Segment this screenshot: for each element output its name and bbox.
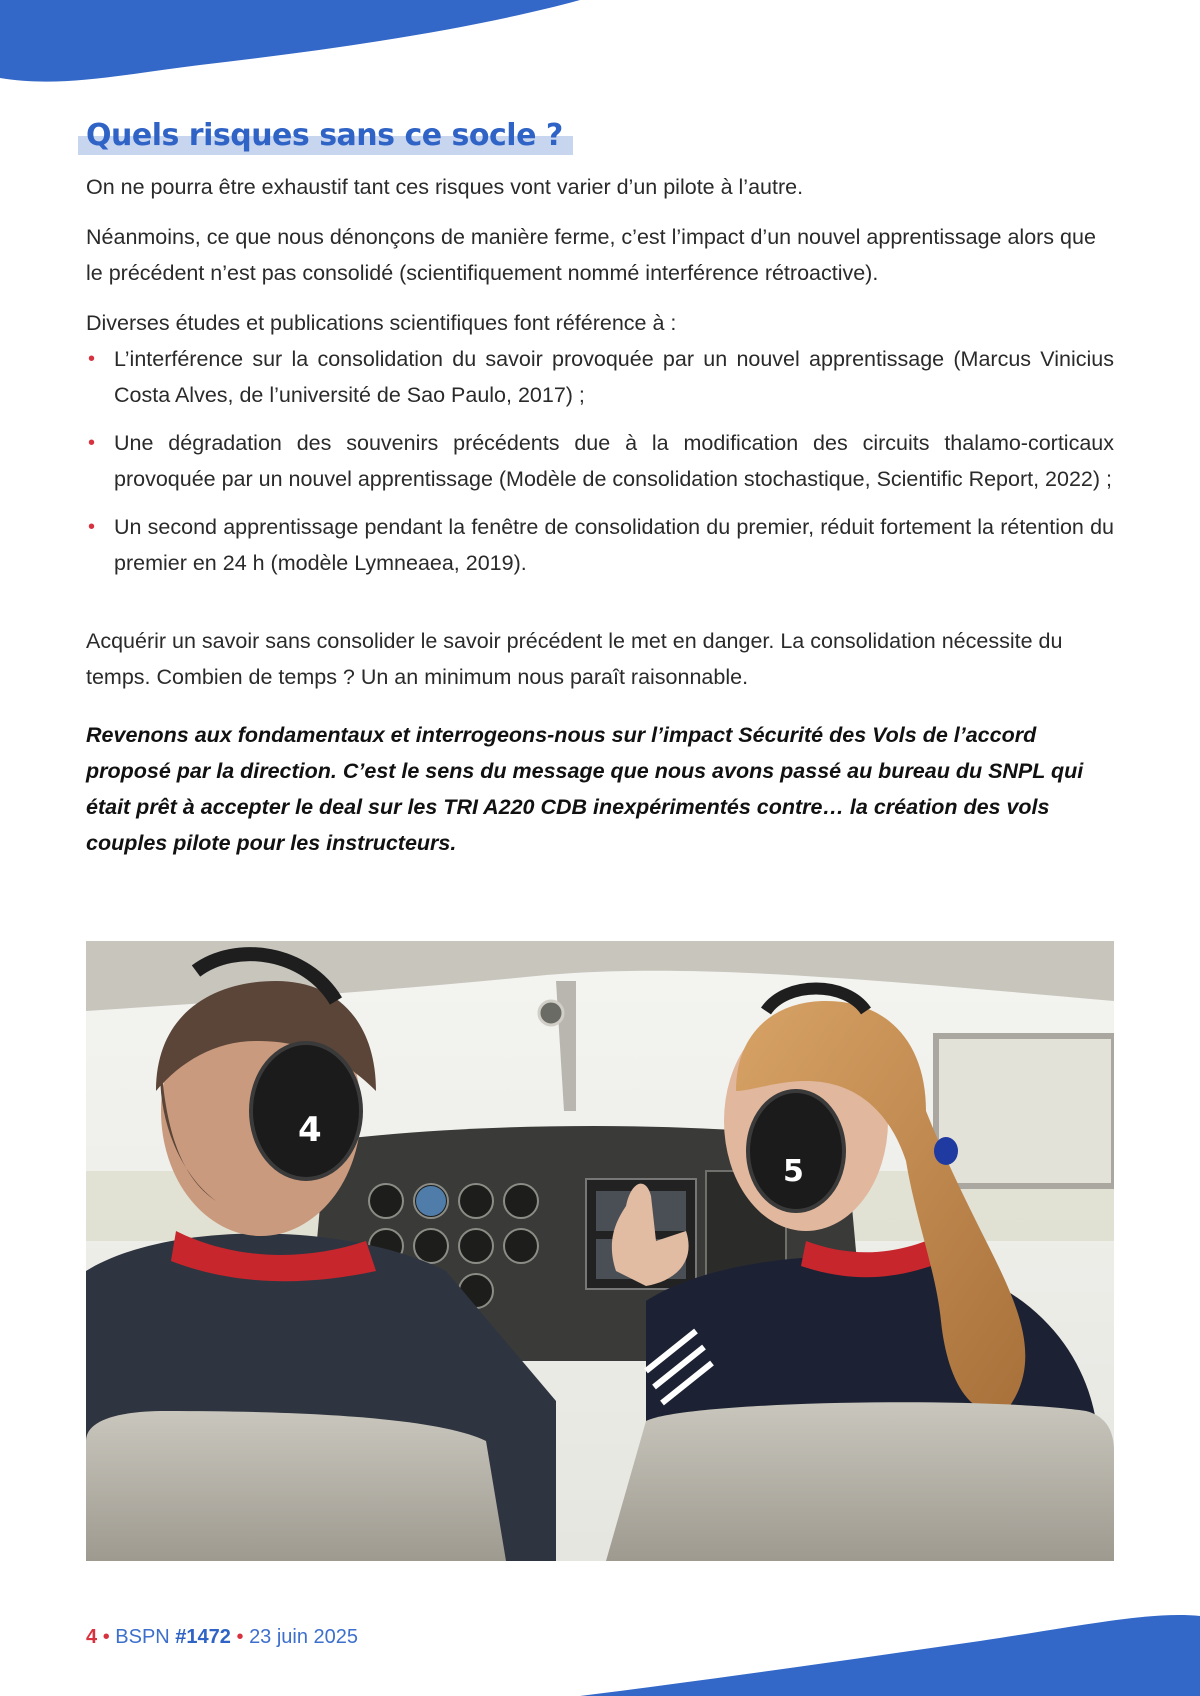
paragraph-intro: On ne pourra être exhaustif tant ces risques vont varier d’un pilote à l’autre.: [86, 175, 804, 199]
cockpit-illustration: [86, 941, 1114, 1561]
studies-list: [86, 341, 1114, 581]
list-item-text: Un second apprentissage pendant la fenêtre de consolidation du premier, réduit fortement la rétention du premier en 24 h (modèle Lymneaea, 2019).: [114, 515, 1114, 575]
bullet-icon: •: [88, 348, 96, 370]
paragraph-consolidation: Acquérir un savoir sans consolider le savoir précédent le met en danger. La consolidation nécessite du temps. Combien de temps ? Un an minimum nous paraît raisonnable.: [86, 629, 1063, 689]
cockpit-photo: [86, 941, 1114, 1561]
article-content: [86, 112, 1114, 861]
top-wave-decoration: [0, 0, 580, 90]
bullet-icon: •: [88, 432, 96, 454]
list-item-text: L’interférence sur la consolidation du savoir provoquée par un nouvel apprentissage (Marcus Vinicius Costa Alves, de l’université de Sao Paulo, 2017) ;: [114, 347, 1114, 407]
list-item: [86, 509, 1114, 581]
issue-number: #1472: [175, 1626, 231, 1648]
page-footer: [86, 1626, 358, 1649]
headset-right-number: 5: [783, 1154, 804, 1189]
bottom-wave-decoration: [580, 1606, 1200, 1696]
list-item: [86, 341, 1114, 413]
paragraph-studies-intro: Diverses études et publications scientifiques font référence à :: [86, 311, 677, 335]
footer-separator: •: [102, 1626, 110, 1648]
publication-name: BSPN: [115, 1626, 170, 1648]
section-title: Quels risques sans ce socle ?: [86, 118, 563, 153]
list-item-text: Une dégradation des souvenirs précédents due à la modification des circuits thalamo-corticaux provoquée par un nouvel apprentissage (Modèle de consolidation stochastique, Scientific Report, 2022) ;: [114, 431, 1114, 491]
section-title-block: [78, 112, 573, 155]
footer-separator: •: [236, 1626, 244, 1648]
headset-left-number: 4: [298, 1110, 322, 1150]
page-number: 4: [86, 1626, 98, 1648]
publication-date: 23 juin 2025: [249, 1626, 359, 1648]
paragraph-emphasis: Revenons aux fondamentaux et interrogeons-nous sur l’impact Sécurité des Vols de l’accord proposé par la direction. C’est le sens du message que nous avons passé au bureau du SNPL qui était prêt à accepter le deal sur les TRI A220 CDB inexpérimentés contre… la création des vols couples pilote pour les instructeurs.: [86, 723, 1084, 855]
bullet-icon: •: [88, 516, 96, 538]
list-item: [86, 425, 1114, 497]
paragraph-denunciation: Néanmoins, ce que nous dénonçons de manière ferme, c’est l’impact d’un nouvel apprentissage alors que le précédent n’est pas consolidé (scientifiquement nommé interférence rétroactive).: [86, 225, 1096, 285]
